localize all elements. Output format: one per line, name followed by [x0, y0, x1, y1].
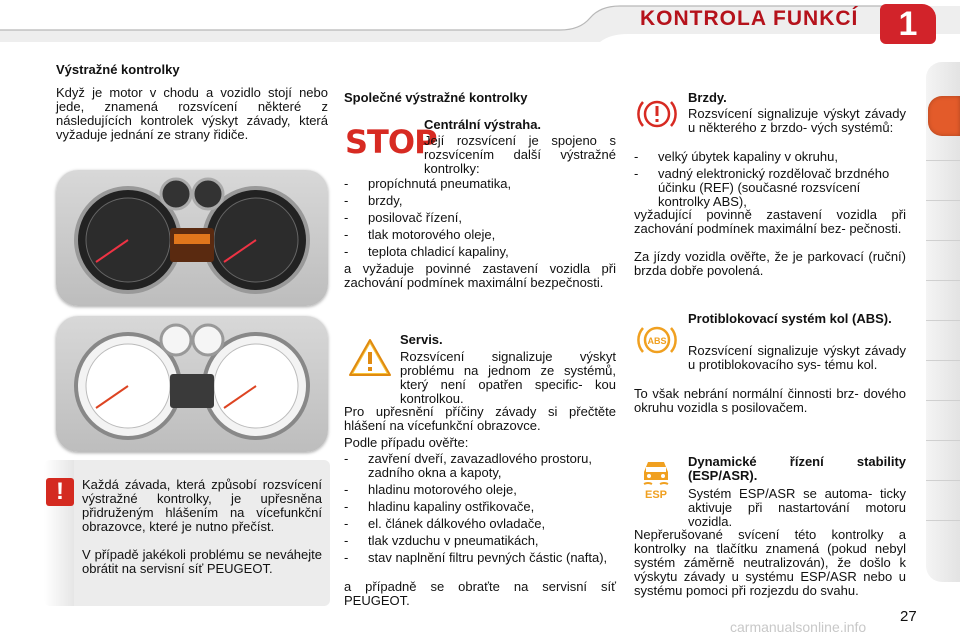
- abs-icon-label: ABS: [647, 336, 667, 346]
- warning-note-text-1: Každá závada, která způsobí rozsvícení výstražné kontrolky, je upřesněna přidruženým hlášením na vícefunkční obrazovce, které je nutno přečíst.: [82, 477, 322, 534]
- brakes-after-text-1: vyžadující povinně zastavení vozidla při zachování podmínek maximální bez- pečnosti.: [634, 207, 906, 236]
- rail-divider: [926, 200, 960, 201]
- instrument-cluster-drawing: [56, 170, 328, 306]
- rail-divider: [926, 320, 960, 321]
- rail-divider: [926, 360, 960, 361]
- brakes-text: Rozsvícení signalizuje výskyt závady u některého z brzdo- vých systémů:: [688, 106, 906, 135]
- service-check-text: Podle případu ověřte:: [344, 435, 469, 450]
- stop-icon-label: STOP: [345, 123, 437, 161]
- esp-warning-icon: [638, 458, 674, 500]
- brakes-title: Brzdy.: [688, 90, 727, 105]
- instrument-cluster-image-2: [56, 316, 328, 452]
- chapter-tab-active[interactable]: [928, 96, 960, 136]
- abs-warning-icon: [636, 320, 678, 360]
- intro-text: Když je motor v chodu a vozidlo stojí nebo jede, znamená rozsvícení některé z následujících kontrolek výskyt závady, která vyžaduje jednání ze strany řidiče.: [56, 85, 328, 142]
- warning-note-text-2: V případě jakékoli problému se neváhejte obrátit na servisní síť PEUGEOT.: [82, 547, 322, 576]
- chapter-tab-rail: [926, 62, 960, 582]
- chapter-badge: 1: [880, 4, 936, 44]
- brake-warning-icon: [636, 94, 678, 134]
- service-more-text: Pro upřesnění příčiny závady si přečtěte hlášení na vícefunkční obrazovce.: [344, 404, 616, 433]
- service-title: Servis.: [400, 332, 443, 347]
- esp-title: Dynamické řízení stability (ESP/ASR).: [688, 454, 906, 483]
- rail-divider: [926, 160, 960, 161]
- stop-icon: [345, 123, 437, 161]
- esp-after-text: Nepřerušované svícení této kontrolky a kontrolky na tlačítku znamená (pokud nebyl systém záměrně neutralizován), že došlo k výskytu závady u systému ESP/ASR nebo u systému pomoci při rozjezdu do svahu.: [634, 527, 906, 598]
- esp-text: Systém ESP/ASR se automa- ticky aktivuje při nastartování motoru vozidla.: [688, 486, 906, 529]
- rail-divider: [926, 280, 960, 281]
- service-warning-icon: [348, 338, 392, 378]
- rail-divider: [926, 520, 960, 521]
- brakes-after-text-2: Za jízdy vozidla ověřte, že je parkovací (ruční) brzda dobře povolená.: [634, 249, 906, 278]
- instrument-cluster-image-1: [56, 170, 328, 306]
- abs-title: Protiblokovací systém kol (ABS).: [688, 311, 892, 326]
- abs-after-text: To však nebrání normální činnosti brz- dového okruhu vozidla s posilovačem.: [634, 386, 906, 415]
- esp-icon-label: ESP: [644, 489, 668, 500]
- rail-divider: [926, 240, 960, 241]
- service-text: Rozsvícení signalizuje výskyt problému na jednom ze systémů, který není opatřen specific- kou kontrolkou.: [400, 349, 616, 406]
- rail-divider: [926, 400, 960, 401]
- page-title: KONTROLA FUNKCÍ: [640, 7, 859, 30]
- abs-text: Rozsvícení signalizuje výskyt závady u protiblokovacího sys- tému kol.: [688, 343, 906, 372]
- instrument-cluster-drawing: [56, 316, 328, 452]
- stop-after-text: a vyžaduje povinné zastavení vozidla při zachování podmínek maximální bezpečnosti.: [344, 261, 616, 290]
- rail-divider: [926, 440, 960, 441]
- section-heading: Společné výstražné kontrolky: [344, 90, 528, 105]
- stop-text: Její rozsvícení je spojeno s rozsvícením další výstražné kontrolky:: [424, 133, 616, 176]
- exclamation-icon: !: [46, 478, 74, 506]
- section-heading: Výstražné kontrolky: [56, 62, 180, 77]
- rail-divider: [926, 480, 960, 481]
- service-after-text: a případně se obraťte na servisní síť PEUGEOT.: [344, 579, 616, 608]
- stop-title: Centrální výstraha.: [424, 117, 542, 132]
- watermark: carmanualsonline.info: [730, 619, 867, 635]
- page-number: 27: [900, 608, 917, 625]
